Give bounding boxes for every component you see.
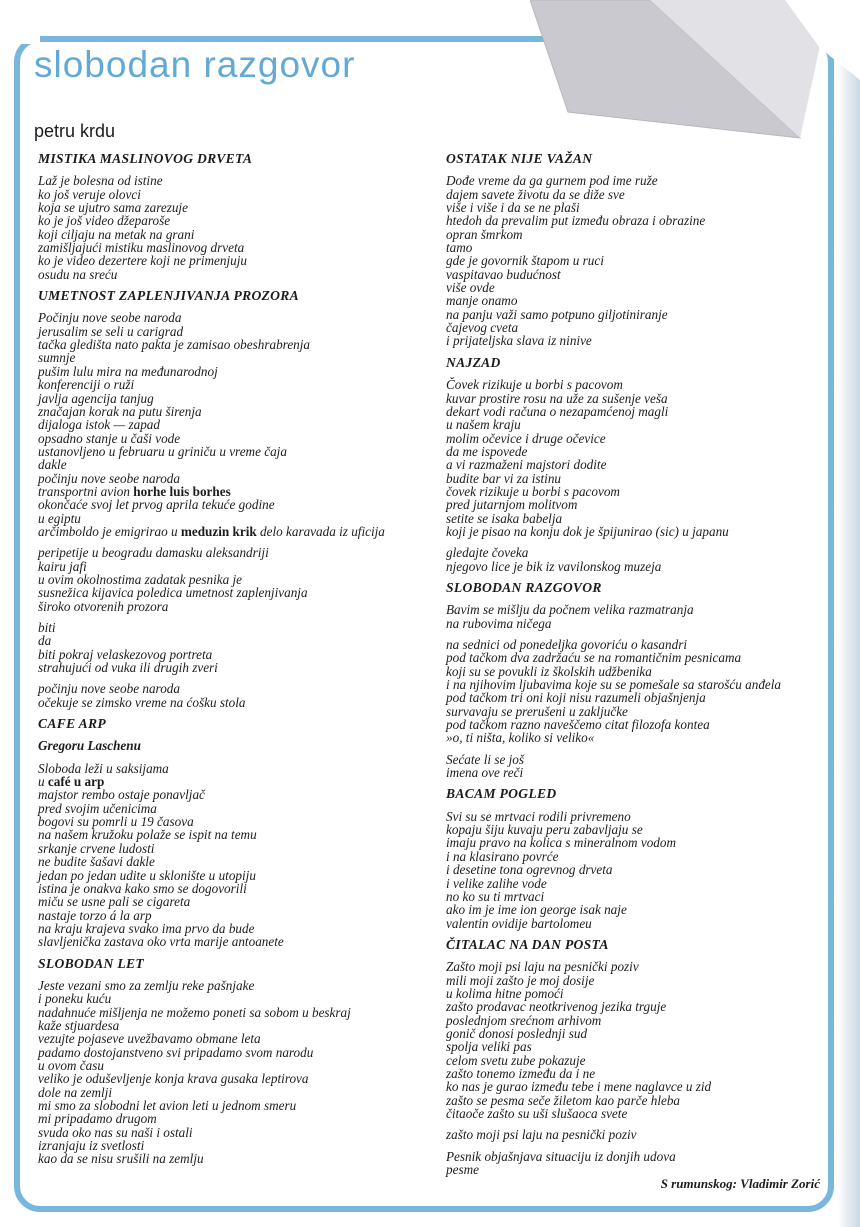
poem-line: survavaju se prerušeni u zaključke <box>446 703 628 719</box>
translator-credit: S rumunskog: Vladimir Zorić <box>660 1176 820 1191</box>
poem-line: i na njihovim ljubavima koje su se pomešale sa starošću anđela <box>446 677 782 693</box>
poem-line: »o, ti ništa, koliko si veliko« <box>446 730 595 746</box>
poem-line: mi smo za slobodni let avion leti u jednom smeru <box>38 1098 297 1113</box>
poem-line: više i više i da se ne plaši <box>446 200 580 216</box>
poem-line: mi pripadamo drugom <box>38 1111 157 1127</box>
poem-line: na rubovima ničega <box>446 615 552 631</box>
poem-line: istina je onakva kako smo se dogovorili <box>38 880 247 896</box>
poem-line: Pesnik objašnjava situaciju iz donjih udova <box>446 1148 676 1164</box>
poem-line: dajem savete životu da se diže sve <box>446 186 625 202</box>
poem-line: u našem kraju <box>446 417 521 433</box>
bold-phrase: meduzin krik <box>180 523 257 539</box>
poem-line: valentin ovidije bartolomeu <box>446 915 592 931</box>
poem-line: pod tačkom tri oni koji nisu razumeli objašnjenja <box>446 690 706 706</box>
poem-line: počinju nove seobe naroda <box>38 681 180 697</box>
poem-line: zašto prodavac neotkrivenog jezika trguje <box>446 999 667 1015</box>
poem-line: Sećate li se još <box>446 751 525 767</box>
poem-line: koji su se povukli iz školskih udžbenika <box>446 663 652 679</box>
poem-line: transportni avion horhe luis borhes <box>38 483 231 499</box>
poem-line: ko još veruje olovci <box>38 186 141 202</box>
poem-line: dakle <box>38 457 67 473</box>
section-title: slobodan razgovor <box>34 44 356 85</box>
stanza-break <box>38 613 436 621</box>
poem-line: očekuje se zimsko vreme na ćošku stola <box>38 694 246 710</box>
bold-phrase: horhe luis borhes <box>133 483 231 499</box>
poem-line: biti <box>38 620 56 635</box>
poem <box>446 152 846 348</box>
poem-line: i poneku kuću <box>38 991 112 1007</box>
poem-line: tamo <box>446 240 473 256</box>
poem-dedication: Gregoru Laschenu <box>38 738 141 754</box>
poem-line: na našem kružoku polaže se ispit na temu <box>38 827 257 843</box>
poem-line: dijaloga istok — zapad <box>38 417 160 433</box>
poem-line: arčimboldo je emigrirao u meduzin krik delo karavada iz uficija <box>38 523 385 539</box>
poem <box>38 957 436 1166</box>
poem-line: vezujte pojaseve uvežbavamo obmane leta <box>38 1031 261 1047</box>
poem-line: u egiptu <box>38 510 81 526</box>
poem-line: majstor rembo ostaje ponavljač <box>38 787 205 803</box>
left-column <box>38 152 436 1166</box>
poem-line: Svi su se mrtvaci rodili privremeno <box>446 808 631 824</box>
poem-line: mili moji zašto je moj dosije <box>446 972 595 988</box>
poem <box>38 289 436 709</box>
poem-line: i velike zalihe vode <box>446 875 547 891</box>
poem-title: CAFE ARP <box>38 716 106 732</box>
poem-line: široko otvorenih prozora <box>38 598 169 614</box>
poem-line: koji ciljaju na metak na grani <box>38 226 195 242</box>
poem-line: Sloboda leži u saksijama <box>38 760 169 776</box>
poem-line: konferenciji o ruži <box>38 377 135 393</box>
poem-line: pred svojim učenicima <box>38 800 157 816</box>
poem-line: na kraju krajeva svako ima prvo da bude <box>38 920 255 936</box>
poem-line: spolja veliki pas <box>446 1039 532 1055</box>
poem-line: peripetije u beogradu damasku aleksandriji <box>38 545 269 561</box>
poem-line: imaju pravo na kolica s mineralnom vodom <box>446 835 677 851</box>
poem-line: gledajte čoveka <box>446 545 529 561</box>
poem-line: Dođe vreme da ga gurnem pod ime ruže <box>446 173 658 189</box>
poem-line: dole na zemlji <box>38 1084 112 1100</box>
poem-line: pod tačkom dva zadržaću se na romantičnim pesnicama <box>446 650 742 666</box>
poem-title: MISTIKA MASLINOVOG DRVETA <box>38 151 253 166</box>
poem-line: poslednjom srećnom arhivom <box>446 1012 602 1028</box>
poem <box>446 787 846 929</box>
poem-line: pušim lulu mira na međunarodnoj <box>38 363 218 379</box>
page-fold-corner <box>530 0 860 140</box>
poem-line: no ko su ti mrtvaci <box>446 888 545 904</box>
poem-line: više ovde <box>446 280 495 296</box>
poem-line: kao da se nisu srušili na zemlju <box>38 1151 204 1167</box>
poem-line: ustanovljeno u februaru u griniču u vreme čaja <box>38 443 287 459</box>
poem-line: zamišljajući mistiku maslinovog drveta <box>38 240 245 256</box>
poem-line: da <box>38 633 52 649</box>
poem-title: SLOBODAN LET <box>38 955 144 971</box>
poem-line: Jeste vezani smo za zemlju reke pašnjake <box>38 977 255 993</box>
poem-line: celom svetu zube pokazuje <box>446 1052 586 1068</box>
poem-line: zašto tonemo između da i ne <box>446 1065 596 1081</box>
right-column <box>446 152 846 1176</box>
poem-line: ko je još video džeparoše <box>38 213 171 229</box>
poem-line: vaspitavao budućnost <box>446 266 561 282</box>
poem-line: u ovom času <box>38 1057 104 1073</box>
poem-line: pred jutarnjom molitvom <box>446 497 578 513</box>
poem-line: čovek rizikuje u borbi s pacovom <box>446 483 620 499</box>
poem-line: a vi razmaženi majstori dodite <box>446 457 607 473</box>
poem-line: dekart vodi računa o nezapamćenoj magli <box>446 403 669 419</box>
bold-phrase: café u arp <box>47 774 105 790</box>
poem-title: BACAM POGLED <box>446 786 557 802</box>
poem <box>446 938 846 1177</box>
poem-line: imena ove reči <box>446 765 524 781</box>
poem-line: jerusalim se seli u carigrad <box>38 323 184 339</box>
poem-title: OSTATAK NIJE VAŽAN <box>446 151 593 166</box>
poem-line: okončaće svoj let prvog aprila tekuće godine <box>38 497 275 513</box>
poem-line: sumnje <box>38 350 76 366</box>
poem-line: gonič donosi poslednji sud <box>446 1025 588 1041</box>
poem-line: Laž je bolesna od istine <box>38 173 163 189</box>
poem-line: da me ispovede <box>446 443 528 459</box>
poem-line: svuda oko nas su naši i ostali <box>38 1124 193 1140</box>
poem-line: koji je pisao na konju dok je špijunirao (sic) u japanu <box>446 523 729 539</box>
poem-line: tačka gledišta nato pakta je zamisao obeshrabrenja <box>38 337 311 353</box>
poem-line: ako im je ime ion george isak naje <box>446 902 627 918</box>
poem-line: Čovek rizikuje u borbi s pacovom <box>446 377 623 393</box>
poem <box>446 581 846 779</box>
poem-line: Zašto moji psi laju na pesnički poziv <box>446 959 639 975</box>
poem-line: setite se isaka babelja <box>446 510 563 526</box>
poem-line: Počinju nove seobe naroda <box>38 310 182 326</box>
poem-line: kopaju šiju kuvaju peru zabavljaju se <box>446 822 643 838</box>
poem-line: i na klasirano povrće <box>446 848 559 864</box>
poem-line: koja se ujutro sama zarezuje <box>38 200 188 216</box>
poem-line: htedoh da prevalim put između obraza i obrazine <box>446 213 706 229</box>
poem-line: biti pokraj velaskezovog portreta <box>38 646 213 662</box>
poem-line: zašto se pesma seče žiletom kao parče hleba <box>446 1092 681 1108</box>
poem-line: budite bar vi za istinu <box>446 470 562 486</box>
poem-line: kairu jafi <box>38 558 87 574</box>
poem-line: pesme <box>446 1162 479 1178</box>
poem <box>38 717 436 949</box>
poem-title: SLOBODAN RAZGOVOR <box>446 579 602 595</box>
poem-line: ne budite šašavi dakle <box>38 854 155 870</box>
poem-line: slavljenička zastava oko vrta marije antoanete <box>38 934 284 950</box>
poem <box>38 152 436 281</box>
poem-line: javlja agencija tanjug <box>38 390 154 406</box>
poem-line: ko nas je gurao između tebe i mene naglavce u zid <box>446 1079 712 1095</box>
author-name: petru krdu <box>34 121 116 141</box>
poem-line: veliko je oduševljenje konja krava gusaka leptirova <box>38 1071 309 1087</box>
poem-line: čajevog cveta <box>446 320 519 336</box>
poem-line: i prijateljska slava iz ninive <box>446 333 592 349</box>
poem-line: u ovim okolnostima zadatak pesnika je <box>38 571 243 587</box>
poem-line: ko je video dezertere koji ne primenjuju <box>38 253 247 269</box>
poem-line: zašto moji psi laju na pesnički poziv <box>446 1127 637 1143</box>
poem-line: značajan korak na putu širenja <box>38 403 202 419</box>
poem-title: UMETNOST ZAPLENJIVANJA PROZORA <box>38 288 300 304</box>
poem-line: pod tačkom razno naveščemo citat filozofa kontea <box>446 717 710 733</box>
frame-corner-mask <box>0 0 40 44</box>
poem-line: u kolima hitne pomoći <box>446 985 564 1001</box>
poem-line: i desetine tona ogrevnog drveta <box>446 862 613 878</box>
poem-line: na panju važi samo potpuno giljotiniranje <box>446 306 668 322</box>
poem-line: kuvar prostire rosu na uže za sušenje veša <box>446 390 668 406</box>
poem-line: jedan po jedan udite u sklonište u utopiju <box>38 867 256 883</box>
poem-line: nadahnuće mišljenja ne možemo poneti sa sobom u beskraj <box>38 1004 351 1020</box>
poem-line: gde je govornik štapom u ruci <box>446 253 604 269</box>
poem-line: padamo dostojanstveno svi pripadamo svom narodu <box>38 1044 314 1060</box>
poem-line: u café u arp <box>38 774 105 790</box>
poem-line: čitaoče zašto su uši slušaoca svete <box>446 1106 628 1121</box>
poem-line: nastaje torzo á la arp <box>38 907 152 923</box>
poem-title: ČITALAC NA DAN POSTA <box>446 936 609 952</box>
poem <box>446 356 846 573</box>
poem-line: molim očevice i druge očevice <box>446 430 606 446</box>
poem-line: opsadno stanje u čaši vode <box>38 430 181 446</box>
poem-line: Bavim se mišlju da počnem velika razmatranja <box>446 602 694 618</box>
poem-line: susnežica kijavica poledica umetnost zaplenjivanja <box>38 585 308 601</box>
poem-line: manje onamo <box>446 293 518 309</box>
poem-line: izranjaju iz svetlosti <box>38 1138 145 1154</box>
poem-line: opran šmrkom <box>446 226 523 242</box>
poem-line: strahujući od vuka ili drugih zveri <box>38 660 218 676</box>
poem-line: osudu na sreću <box>38 266 118 282</box>
poem-line: počinju nove seobe naroda <box>38 470 180 486</box>
poem-line: na sednici od ponedeljka govoriću o kasandri <box>446 637 687 652</box>
poem-title: NAJZAD <box>446 354 501 370</box>
poem-line: srkanje crvene ludosti <box>38 840 155 856</box>
poem-line: miču se usne pali se cigareta <box>38 894 191 910</box>
poem-line: kaže stjuardesa <box>38 1017 120 1033</box>
poem-line: bogovi su pomrli u 19 časova <box>38 814 194 830</box>
poem-line: njegovo lice je bik iz vavilonskog muzeja <box>446 558 662 574</box>
